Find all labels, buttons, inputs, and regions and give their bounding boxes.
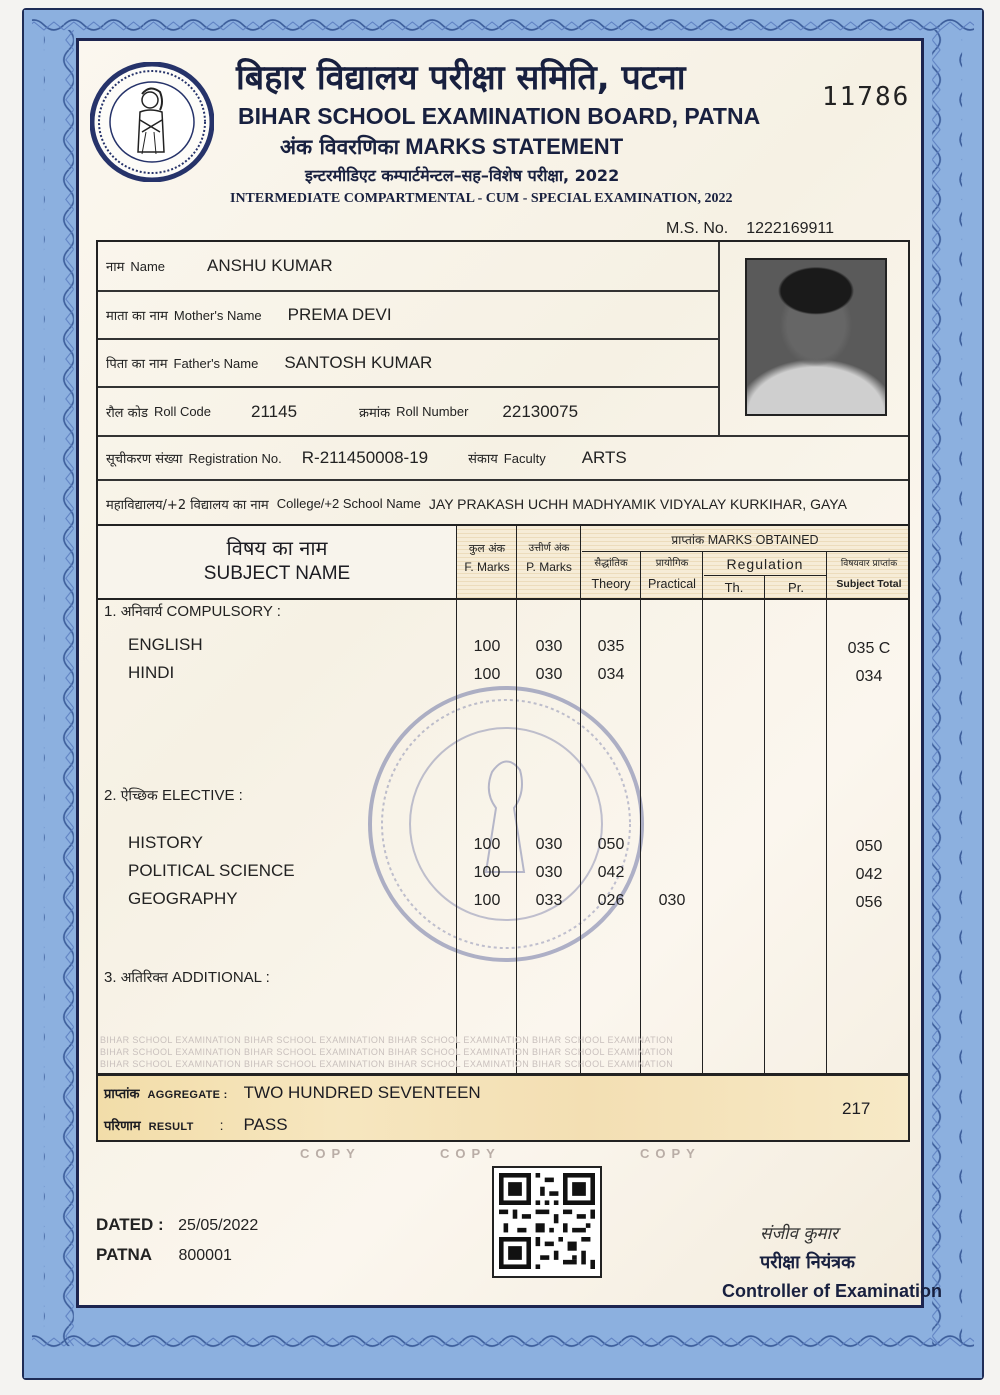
pass-marks-cell: 030 <box>535 864 563 881</box>
subject-total-cell: 034 <box>855 668 883 685</box>
dated-row <box>96 1214 258 1237</box>
full-marks-header <box>458 540 516 576</box>
full-marks-cell: 100 <box>473 864 501 881</box>
mother-label: Mother's Name <box>173 307 262 323</box>
full-marks-header-hindi: कुल अंक <box>468 542 506 555</box>
aggregate-label: AGGREGATE : <box>147 1089 228 1101</box>
column-divider <box>640 552 641 1073</box>
subject-name: HISTORY <box>128 833 203 852</box>
copy-watermark: COPY <box>440 1146 501 1161</box>
registration-value: R-211450008-19 <box>301 448 429 467</box>
pass-marks-cell: 030 <box>535 836 563 853</box>
marks-table <box>96 526 910 1075</box>
result-value: PASS <box>243 1115 288 1134</box>
regulation-theory-header: Th. <box>724 580 744 595</box>
aggregate-label-hindi: प्राप्तांक <box>104 1087 140 1102</box>
theory-header <box>582 554 640 594</box>
roll-code-label: Roll Code <box>153 404 212 419</box>
name-label: Name <box>130 258 166 274</box>
full-marks-cell: 100 <box>473 638 501 655</box>
practical-header-english: Practical <box>648 577 696 591</box>
mother-name-row <box>98 292 718 340</box>
name-row <box>98 242 718 292</box>
regulation-practical-header: Pr. <box>788 580 804 595</box>
column-divider <box>580 526 581 1073</box>
full-marks-cell: 100 <box>473 836 501 853</box>
result-colon: : <box>219 1117 224 1133</box>
exam-name-english: INTERMEDIATE COMPARTMENTAL - CUM - SPECIAL EXAMINATION, 2022 <box>230 191 733 206</box>
mother-label-hindi: माता का नाम <box>106 309 168 324</box>
full-marks-header-english: F. Marks <box>464 560 510 574</box>
dated-value: 25/05/2022 <box>178 1217 259 1234</box>
theory-header-english: Theory <box>591 577 631 591</box>
section-additional-title: 3. अतिरिक्त ADDITIONAL : <box>104 969 270 986</box>
subject-name: GEOGRAPHY <box>128 889 238 908</box>
serial-number: 11786 <box>822 82 911 112</box>
ms-number <box>666 220 834 238</box>
aggregate-words: TWO HUNDRED SEVENTEEN <box>243 1083 481 1102</box>
dated-label: DATED : <box>96 1215 164 1234</box>
registration-label: Registration No. <box>188 450 282 466</box>
pass-marks-cell: 030 <box>535 638 563 655</box>
subject-name-header <box>98 526 456 598</box>
board-name-hindi: बिहार विद्यालय परीक्षा समिति, पटना <box>236 58 686 98</box>
column-divider <box>826 552 827 1073</box>
marks-obtained-header <box>582 530 908 552</box>
student-photo <box>745 258 887 416</box>
column-divider <box>516 526 517 1073</box>
roll-number-label: Roll Number <box>396 404 469 419</box>
ms-number-value: 1222169911 <box>746 220 835 237</box>
roll-code-label-hindi: रौल कोड <box>106 405 148 421</box>
marks-obtained-header-english: MARKS OBTAINED <box>707 533 819 547</box>
faculty-label: Faculty <box>503 450 546 466</box>
theory-cell: 035 <box>597 638 625 655</box>
practical-header-hindi: प्रायोगिक <box>655 558 689 569</box>
column-divider <box>702 552 703 1073</box>
subject-total-cell: 056 <box>855 894 883 911</box>
subject-name: POLITICAL SCIENCE <box>128 861 295 880</box>
aggregate-row <box>104 1082 481 1106</box>
copy-watermark: COPY <box>640 1146 701 1161</box>
place-label: PATNA <box>96 1245 153 1264</box>
pass-marks-cell: 030 <box>535 666 563 683</box>
ms-number-label: M.S. No. <box>666 220 729 237</box>
faculty-value: ARTS <box>581 448 627 467</box>
section-elective-title: 2. ऐच्छिक ELECTIVE : <box>104 787 243 804</box>
college-row <box>98 481 908 526</box>
father-name-row <box>98 340 718 388</box>
subject-total-cell: 050 <box>855 838 883 855</box>
board-seal-icon <box>90 62 214 182</box>
registration-label-hindi: सूचीकरण संख्या <box>106 452 183 467</box>
practical-cell: 030 <box>658 892 686 909</box>
theory-header-hindi: सैद्धांतिक <box>594 558 628 569</box>
theory-cell: 026 <box>597 892 625 909</box>
subject-name: HINDI <box>128 663 175 682</box>
subject-total-header <box>828 554 910 594</box>
table-header <box>98 526 908 600</box>
statement-title <box>280 132 623 162</box>
column-divider <box>456 526 457 1073</box>
roll-row <box>98 388 718 435</box>
theory-cell: 042 <box>597 864 625 881</box>
statement-title-english: MARKS STATEMENT <box>405 134 624 159</box>
father-name-value: SANTOSH KUMAR <box>284 353 433 372</box>
marks-obtained-header-hindi: प्राप्तांक <box>671 533 705 547</box>
controller-title-hindi: परीक्षा नियंत्रक <box>760 1252 855 1273</box>
student-name-value: ANSHU KUMAR <box>207 256 333 275</box>
roll-number-label-hindi: क्रमांक <box>359 405 391 421</box>
place-value: 800001 <box>178 1247 232 1264</box>
theory-cell: 034 <box>597 666 625 683</box>
father-label-hindi: पिता का नाम <box>106 357 168 372</box>
roll-code-value: 21145 <box>251 401 298 421</box>
column-divider <box>764 576 765 1073</box>
result-label: RESULT <box>148 1121 194 1133</box>
college-label: College/+2 School Name <box>276 496 421 511</box>
student-info-section <box>96 240 910 526</box>
pass-marks-header <box>518 540 580 576</box>
controller-signature: संजीव कुमार <box>760 1224 838 1244</box>
college-value: JAY PRAKASH UCHH MADHYAMIK VIDYALAY KURKIHAR, GAYA <box>428 495 847 512</box>
board-name-english: BIHAR SCHOOL EXAMINATION BOARD, PATNA <box>238 103 761 129</box>
faculty-label-hindi: संकाय <box>468 452 498 467</box>
subject-total-header-english: Subject Total <box>836 578 902 590</box>
full-marks-cell: 100 <box>473 666 501 683</box>
aggregate-result-section <box>96 1074 910 1142</box>
exam-name-hindi: इन्टरमीडिएट कम्पार्टमेन्टल–सह–विशेष परीक्षा, 2022 <box>305 166 620 185</box>
subject-total-cell: 042 <box>855 866 883 883</box>
pass-marks-cell: 033 <box>535 892 563 909</box>
practical-header <box>642 554 702 594</box>
name-label-hindi: नाम <box>106 260 125 275</box>
photo-cell <box>718 242 910 435</box>
qr-code-graphic <box>499 1173 595 1269</box>
registration-row <box>98 435 908 481</box>
subject-name: ENGLISH <box>128 635 203 654</box>
subject-header-hindi: विषय का नाम <box>226 536 328 560</box>
subject-total-cell: 035 C <box>847 640 891 657</box>
result-row <box>104 1114 288 1138</box>
theory-cell: 050 <box>597 836 625 853</box>
pass-marks-header-hindi: उत्तीर्ण अंक <box>528 543 570 554</box>
copy-watermark: COPY <box>300 1146 361 1161</box>
place-row <box>96 1244 232 1267</box>
regulation-header: Regulation <box>704 554 826 576</box>
subject-header-english: SUBJECT NAME <box>203 563 351 584</box>
qr-code-icon <box>492 1166 602 1278</box>
subject-total-header-hindi: विषयवार प्राप्तांक <box>840 559 898 569</box>
statement-title-hindi: अंक विवरणिका <box>280 135 400 159</box>
pass-marks-header-english: P. Marks <box>526 560 572 574</box>
section-compulsory-title: 1. अनिवार्य COMPULSORY : <box>104 603 281 620</box>
roll-number-value: 22130075 <box>502 401 579 421</box>
full-marks-cell: 100 <box>473 892 501 909</box>
father-label: Father's Name <box>173 355 259 371</box>
aggregate-total-value: 217 <box>842 1099 871 1118</box>
controller-title-english: Controller of Examination <box>722 1281 943 1301</box>
college-label-hindi: महाविद्यालय/+2 विद्यालय का नाम <box>106 497 269 513</box>
security-watermark: BIHAR SCHOOL EXAMINATION BIHAR SCHOOL EXAMINATION BIHAR SCHOOL EXAMINATION BIHAR SCHOOL EXAMINATION BIHAR SCHOOL EXAMINATION BIHAR SCHOOL EXAMINATION BIHAR SCHOOL EXAMINATION BIHAR SCHOOL EXAMINATION BIHAR SCHOOL EXAMINATION BIHAR SCHOOL EXAMINATION BIHAR SCHOOL EXAMINATION BIHAR SCHOOL EXAMINATION <box>100 1035 674 1069</box>
mother-name-value: PREMA DEVI <box>287 305 392 324</box>
result-label-hindi: परिणाम <box>104 1119 141 1134</box>
